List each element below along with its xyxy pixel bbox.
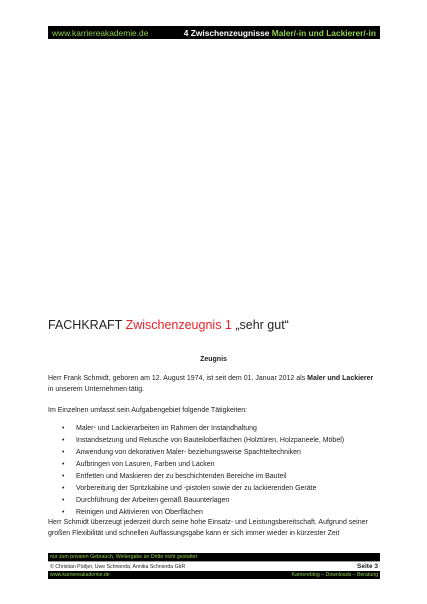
bullet-icon: • — [62, 437, 65, 444]
header-bar — [48, 26, 380, 39]
page-number: Seite 3 — [357, 563, 378, 570]
task-text: Entfetten und Maskieren der zu beschichtenden Bereiche im Bauteil — [76, 473, 287, 480]
bullet-icon: • — [62, 425, 65, 432]
header-title-main: 4 Zwischenzeugnisse — [183, 27, 272, 38]
footer-blog-link[interactable]: Karriereblog – Downloads – Beratung — [291, 572, 378, 578]
heading-suffix: „sehr gut“ — [231, 318, 289, 332]
task-item — [48, 483, 380, 495]
footer-links-row — [48, 571, 380, 579]
task-text: Vorbereitung der Spritzkabine und -pistolen sowie der zu lackierenden Geräte — [76, 485, 317, 492]
bullet-icon: • — [62, 473, 65, 480]
intro-text: Herr Frank Schmidt, geboren am 12. August 1974, ist seit dem 01. Januar 2012 als — [48, 375, 308, 382]
header-title — [184, 28, 376, 38]
task-text: Aufbringen von Lasuren, Farben und Lacken — [76, 461, 215, 468]
document-title: Zeugnis — [200, 356, 227, 363]
task-item — [48, 423, 380, 435]
bullet-icon: • — [62, 509, 65, 516]
task-text: Instandsetzung und Retusche von Bauteiloberflächen (Holztüren, Holzpaneele, Möbel) — [76, 437, 345, 444]
footer-copyright-row — [48, 561, 380, 571]
footer-notice-text: nur zum privaten Gebrauch, Weitergabe an Dritte nicht gestattet — [50, 554, 197, 560]
bullet-icon: • — [62, 485, 65, 492]
header-site-link[interactable]: www.karriereakademie.de — [52, 27, 149, 38]
bullet-icon: • — [62, 461, 65, 468]
intro-job-title: Maler und Lackierer — [307, 375, 374, 382]
header-title-accent: Maler/-in und Lackierer/-in — [271, 27, 376, 38]
task-item — [48, 447, 380, 459]
task-list — [48, 423, 380, 519]
task-item — [48, 471, 380, 483]
task-item — [48, 435, 380, 447]
task-item — [48, 495, 380, 507]
task-text: Maler- und Lackierarbeiten im Rahmen der Instandhaltung — [76, 425, 257, 432]
bullet-icon: • — [62, 497, 65, 504]
task-text: Anwendung von dekorativen Maler- beziehungsweise Spachteltechniken — [76, 449, 301, 456]
task-text: Reinigen und Aktivieren von Oberflächen — [76, 509, 203, 516]
footer-copyright: © Christian Püttjer, Uwe Schnierda, Annika Schnierda GbR — [50, 563, 186, 570]
task-item — [48, 459, 380, 471]
task-text: Durchführung der Arbeiten gemäß Bauunterlagen — [76, 497, 230, 504]
section-heading — [48, 318, 289, 332]
intro-paragraph — [48, 374, 380, 395]
bullet-icon: • — [62, 449, 65, 456]
intro-text-end: in unserem Unternehmen tätig. — [48, 385, 145, 393]
footer-site-link[interactable]: www.karriereakademie.de — [50, 572, 110, 578]
tasks-intro: Im Einzelnen umfasst sein Aufgabengebiet folgende Tätigkeiten: — [48, 407, 248, 414]
heading-red: Zwischenzeugnis 1 — [125, 318, 232, 332]
heading-prefix: FACHKRAFT — [48, 318, 126, 332]
closing-paragraph: Herr Schmidt überzeugt jederzeit durch seine hohe Einsatz- und Leistungsbereitschaft. Aufgrund seiner großen Flexibilität und schnellen Auffassungsgabe kann er sich immer wieder in kürzester Zeit — [48, 519, 368, 537]
footer-notice — [48, 553, 380, 561]
